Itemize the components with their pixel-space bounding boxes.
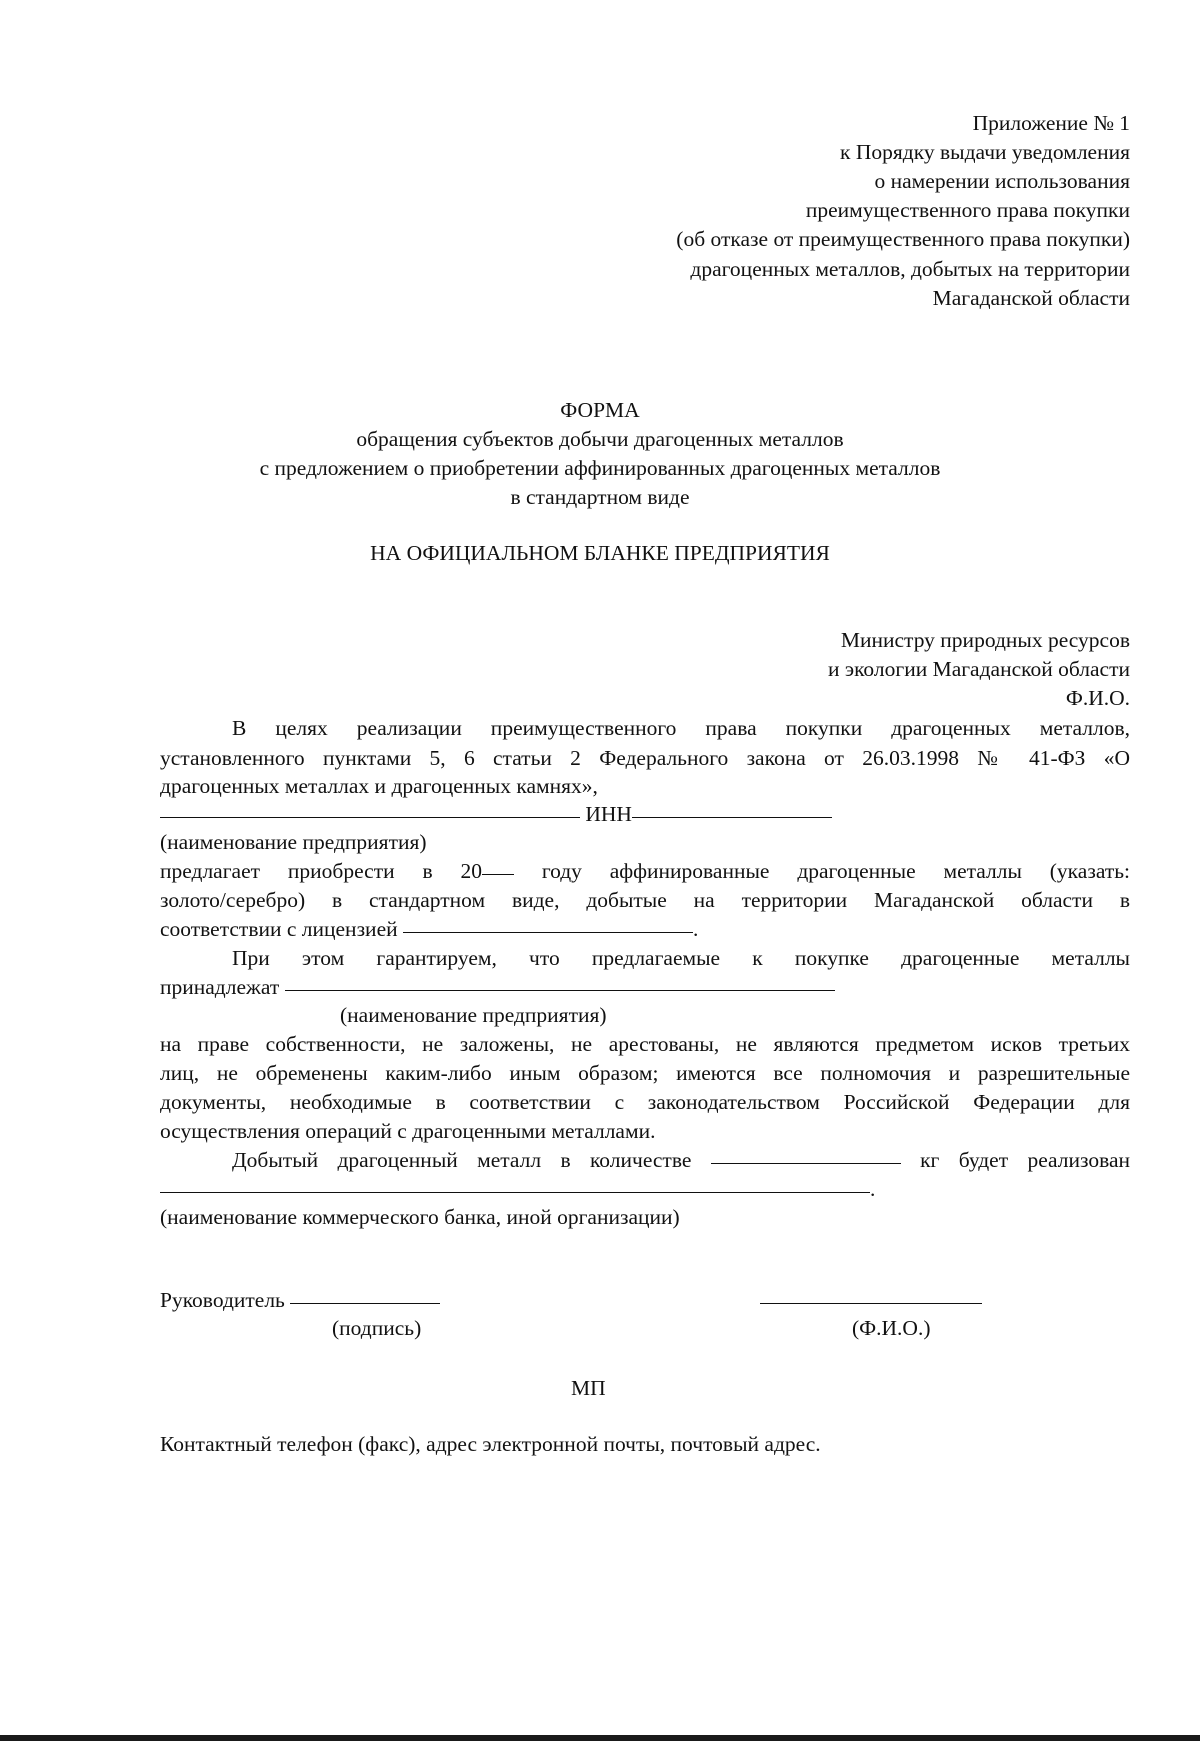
contact-line: Контактный телефон (факс), адрес электронной почты, почтовый адрес. [160, 1432, 821, 1456]
paragraph-text: году аффинированные драгоценные металлы (указать: [541, 859, 1131, 883]
paragraph-text: принадлежат [160, 975, 280, 999]
appendix-line: (об отказе от преимущественного права покупки) [676, 227, 1130, 251]
field-caption: (наименование коммерческого банка, иной организации) [160, 1205, 680, 1229]
bank-field[interactable] [160, 1191, 870, 1193]
stamp-mark: МП [571, 1376, 606, 1400]
paragraph-line [160, 858, 1130, 885]
paragraph-text: кг будет реализован [920, 1148, 1130, 1172]
paragraph-line: золото/серебро) в стандартном виде, добытые на территории Магаданской области в [160, 888, 1130, 912]
paragraph-line: осуществления операций с драгоценными металлами. [160, 1119, 656, 1143]
paragraph-text: предлагает приобрести в 20 [160, 859, 482, 883]
appendix-line: драгоценных металлов, добытых на территории [690, 257, 1130, 281]
paragraph-text: Добытый драгоценный металл в количестве [232, 1148, 692, 1172]
year-field[interactable] [482, 873, 514, 875]
full-name-field[interactable] [760, 1302, 982, 1304]
appendix-line: Приложение № 1 [972, 111, 1130, 135]
signature-line [160, 1287, 440, 1314]
paragraph-line [160, 916, 698, 943]
quantity-field[interactable] [711, 1162, 901, 1164]
paragraph-line [160, 974, 835, 1001]
addressee-line: Министру природных ресурсов [840, 628, 1130, 652]
owner-enterprise-field[interactable] [285, 989, 835, 991]
paragraph-text: . [693, 917, 699, 941]
paragraph-line: В целях реализации преимущественного права покупки драгоценных металлов, [232, 716, 1130, 740]
signature-field[interactable] [290, 1302, 440, 1304]
license-field[interactable] [403, 931, 693, 933]
name-line [760, 1287, 982, 1314]
paragraph-line: установленного пунктами 5, 6 статьи 2 Федерального закона от 26.03.1998 № 41-ФЗ «О [160, 746, 1130, 770]
blank-note: НА ОФИЦИАЛЬНОМ БЛАНКЕ ПРЕДПРИЯТИЯ [370, 541, 830, 565]
enterprise-inn-line [160, 801, 832, 828]
appendix-line: преимущественного права покупки [805, 198, 1130, 222]
form-title-line: обращения субъектов добычи драгоценных металлов [356, 427, 844, 451]
signature-caption: (подпись) [332, 1316, 422, 1340]
paragraph-text: соответствии с лицензией [160, 917, 398, 941]
inn-label: ИНН [585, 802, 632, 826]
appendix-line: к Порядку выдачи уведомления [840, 140, 1130, 164]
paragraph-line [232, 1147, 1130, 1174]
addressee-line: и экологии Магаданской области [827, 657, 1130, 681]
inn-field[interactable] [632, 816, 832, 818]
field-caption: (наименование предприятия) [340, 1003, 607, 1027]
paragraph-text: . [870, 1177, 876, 1201]
paragraph-line: драгоценных металлах и драгоценных камнях», [160, 774, 598, 798]
scan-bottom-edge [0, 1735, 1200, 1741]
paragraph-line: документы, необходимые в соответствии с законодательством Российской Федерации для [160, 1090, 1130, 1114]
paragraph-line: При этом гарантируем, что предлагаемые к покупке драгоценные металлы [232, 946, 1130, 970]
appendix-line: о намерении использования [874, 169, 1130, 193]
form-title-line: в стандартном виде [510, 485, 690, 509]
name-caption: (Ф.И.О.) [852, 1316, 931, 1340]
form-title-line: с предложением о приобретении аффинированных драгоценных металлов [259, 456, 941, 480]
addressee-line: Ф.И.О. [1065, 686, 1130, 710]
paragraph-line: на праве собственности, не заложены, не арестованы, не являются предметом исков третьих [160, 1032, 1130, 1056]
form-heading: ФОРМА [560, 398, 640, 422]
bank-line [160, 1176, 875, 1203]
field-caption: (наименование предприятия) [160, 830, 427, 854]
paragraph-line: лиц, не обременены каким-либо иным образом; имеются все полномочия и разрешительные [160, 1061, 1130, 1085]
appendix-line: Магаданской области [932, 286, 1130, 310]
head-label: Руководитель [160, 1288, 285, 1312]
enterprise-name-field[interactable] [160, 816, 580, 818]
